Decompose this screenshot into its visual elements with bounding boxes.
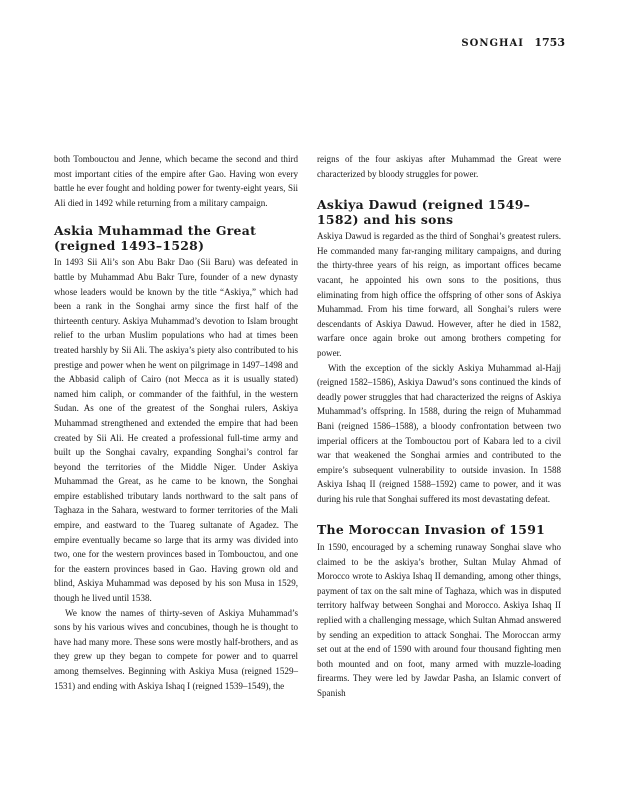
paragraph: both Tombouctou and Jenne, which became the second and third most important cities of the empire after Gao. Having won every battle he ever fought and holding power for twenty-eight years, Sii Ali died in 1492 while returning from a military campaign. [54, 154, 298, 208]
paragraph: In 1590, encouraged by a scheming runaway Songhai slave who claimed to be the askiya’s brother, Sultan Mulay Ahmad of Morocco wrote to Askiya Ishaq II demanding, among other things, payment of tax on the salt mine of Taghaza, which was in disputed territory halfway between Songhai and Morocco. Askiya Ishaq II replied with a challenging message, which Sultan Ahmad answered by sending an expedition to attack Songhai. The Moroccan army set out at the end of 1590 with around four thousand fighting men both mounted and on foot, many armed with muzzle-loading firearms. They were led by Jawdar Pasha, an Islamic convert of Spanish [317, 541, 561, 698]
section-title: SONGHAI [461, 38, 524, 49]
left-column [54, 152, 298, 693]
right-column [317, 152, 561, 701]
paragraph: Askiya Dawud is regarded as the third of Songhai’s greatest rulers. He commanded many far-ranging military campaigns, and during the thirty-three years of his reign, as important offices became vacant, he appointed his own sons to the positions, thus eliminating from high office the offspring of other sons of Askiya Muhammad. From his time forward, all Songhai’s rulers were descendants of Askiya Dawud. However, after he died in 1582, warfare once again broke out among brothers competing for power. [317, 231, 561, 358]
paragraph: reigns of the four askiyas after Muhammad the Great were characterized by bloody struggles for power. [317, 154, 561, 179]
paragraph: In 1493 Sii Ali’s son Abu Bakr Dao (Sii Baru) was defeated in battle by Muhammad Abu Bakr Ture, founder of a new dynasty whose leaders would be known by the title “Askiya,” which had been a rank in the Songhai army since the first half of the thirteenth century. Askiya Muhammad’s devotion to Islam brought relief to the urban Muslim populations who had at times been treated harshly by Sii Ali. The askiya’s piety also contributed to his prestige and power when he went on pilgrimage in 1497–1498 and the Abbasid caliph of Cairo (not Mecca as it is usually stated) named him caliph, or commander of the faithful, in the western Sudan. As one of the greatest of the Songhai rulers, Askiya Muhammad strengthened and extended the empire that had been created by Sii Ali. He created a professional full-time army and built up the Songhai cavalry, expanding Songhai’s control far beyond the territories of the Middle Niger. Under Askiya Muhammad the Great, as he came to be known, the Songhai empire established tributary lands northward to the salt pans of Taghaza in the Sahara, westward to former territories of the Mali empire, and eastward to the Tuareg sultanate of Agadez. The empire eventually became so large that its army was divided into two, one for the western provinces based in Tombouctou, and one for the eastern provinces based in Gao. Having grown old and blind, Askiya Muhammad was deposed by his son Musa in 1529, though he lived until 1538. [54, 257, 298, 604]
paragraph: With the exception of the sickly Askiya Muhammad al-Hajj (reigned 1582–1586), Askiya Dawud’s sons continued the kinds of deadly power struggles that had characterized the reigns of Askiya Muhammad’s offspring. In 1588, during the reign of Muhammad Bani (reigned 1586–1588), a bloody confrontation between two imperial officers at the Tombouctou port of Kabara led to a civil war that weakened the Songhai armies and contributed to the empire’s subsequent vulnerability to outside invasion. In 1588 Askiya Ishaq II (reigned 1588–1592) came to power, and it was during his rule that Songhai suffered its most devastating defeat. [317, 362, 561, 504]
running-head [461, 36, 565, 49]
page-number: 1753 [534, 36, 565, 49]
section-heading: Askiya Dawud (reigned 1549–1582) and his sons [317, 197, 531, 227]
section-heading: Askia Muhammad the Great (reigned 1493–1528) [54, 223, 257, 253]
paragraph: We know the names of thirty-seven of Askiya Muhammad’s sons by his various wives and concubines, though he is thought to have had many more. These sons were mostly half-brothers, and as they grew up they began to compete for power and to quarrel among themselves. Beginning with Askiya Musa (reigned 1529–1531) and ending with Askiya Ishaq I (reigned 1539–1549), the [54, 607, 298, 691]
section-heading: The Moroccan Invasion of 1591 [317, 522, 546, 538]
